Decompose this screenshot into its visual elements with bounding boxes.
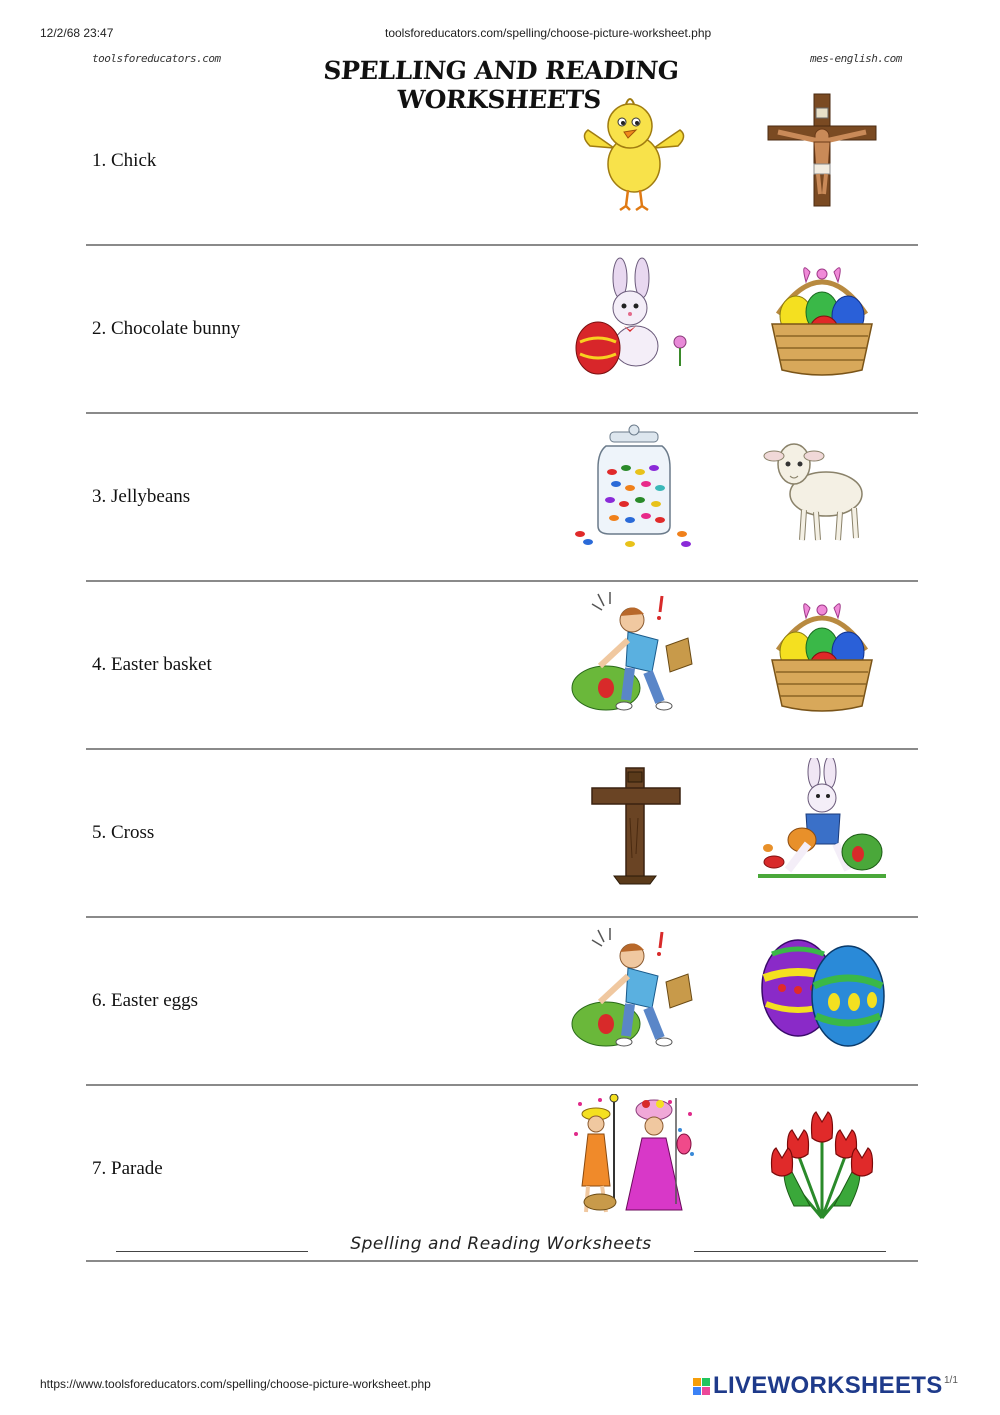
- question-row-4: [86, 582, 918, 750]
- chick-icon[interactable]: [570, 86, 698, 214]
- lamb-icon[interactable]: [758, 422, 886, 550]
- question-row-6: [86, 918, 918, 1086]
- footer-banner-text: Spelling and Reading Worksheets: [350, 1234, 652, 1254]
- decorated-eggs-icon[interactable]: [758, 926, 886, 1054]
- brand-name: LIVEWORKSHEETS: [713, 1372, 943, 1399]
- footer-banner: [116, 1234, 886, 1260]
- question-label: 6. Easter eggs: [92, 990, 199, 1011]
- question-row-7: [86, 1086, 918, 1254]
- print-datetime: 12/2/68 23:47: [40, 26, 114, 40]
- easter-basket-icon[interactable]: [758, 590, 886, 718]
- question-label: 4. Easter basket: [92, 654, 212, 675]
- site-tag-right: mes-english.com: [810, 52, 902, 65]
- question-row-5: [86, 750, 918, 918]
- egg-hunt-boy-icon[interactable]: [570, 926, 698, 1054]
- easter-basket-icon[interactable]: [758, 254, 886, 382]
- tulips-icon[interactable]: [758, 1094, 886, 1222]
- question-row-3: [86, 414, 918, 582]
- wooden-cross-icon[interactable]: [570, 758, 698, 886]
- logo-mark-icon: [693, 1378, 710, 1395]
- bunny-with-egg-icon[interactable]: [570, 254, 698, 382]
- print-url: toolsforeducators.com/spelling/choose-picture-worksheet.php: [385, 26, 712, 40]
- page-url: https://www.toolsforeducators.com/spelling/choose-picture-worksheet.php: [40, 1377, 431, 1391]
- bunny-hiding-eggs-icon[interactable]: [758, 758, 886, 886]
- question-row-1: [86, 78, 918, 246]
- question-label: 2. Chocolate bunny: [92, 318, 241, 339]
- question-label: 5. Cross: [92, 822, 155, 843]
- site-tag-left: toolsforeducators.com: [92, 52, 221, 65]
- question-label: 1. Chick: [92, 150, 157, 171]
- row-divider: [86, 1260, 918, 1262]
- liveworksheets-logo[interactable]: [693, 1372, 943, 1400]
- footer-rule-left: [116, 1251, 308, 1252]
- question-label: 7. Parade: [92, 1158, 163, 1179]
- crucifix-icon[interactable]: [758, 86, 886, 214]
- question-label: 3. Jellybeans: [92, 486, 191, 507]
- question-row-2: [86, 246, 918, 414]
- jellybean-jar-icon[interactable]: [570, 422, 698, 550]
- page-number: 1/1: [944, 1375, 958, 1386]
- worksheet-title: SPELLING AND READING WORKSHEETS: [322, 56, 680, 114]
- parade-icon[interactable]: [570, 1094, 698, 1222]
- footer-rule-right: [694, 1251, 886, 1252]
- egg-hunt-boy-icon[interactable]: [570, 590, 698, 718]
